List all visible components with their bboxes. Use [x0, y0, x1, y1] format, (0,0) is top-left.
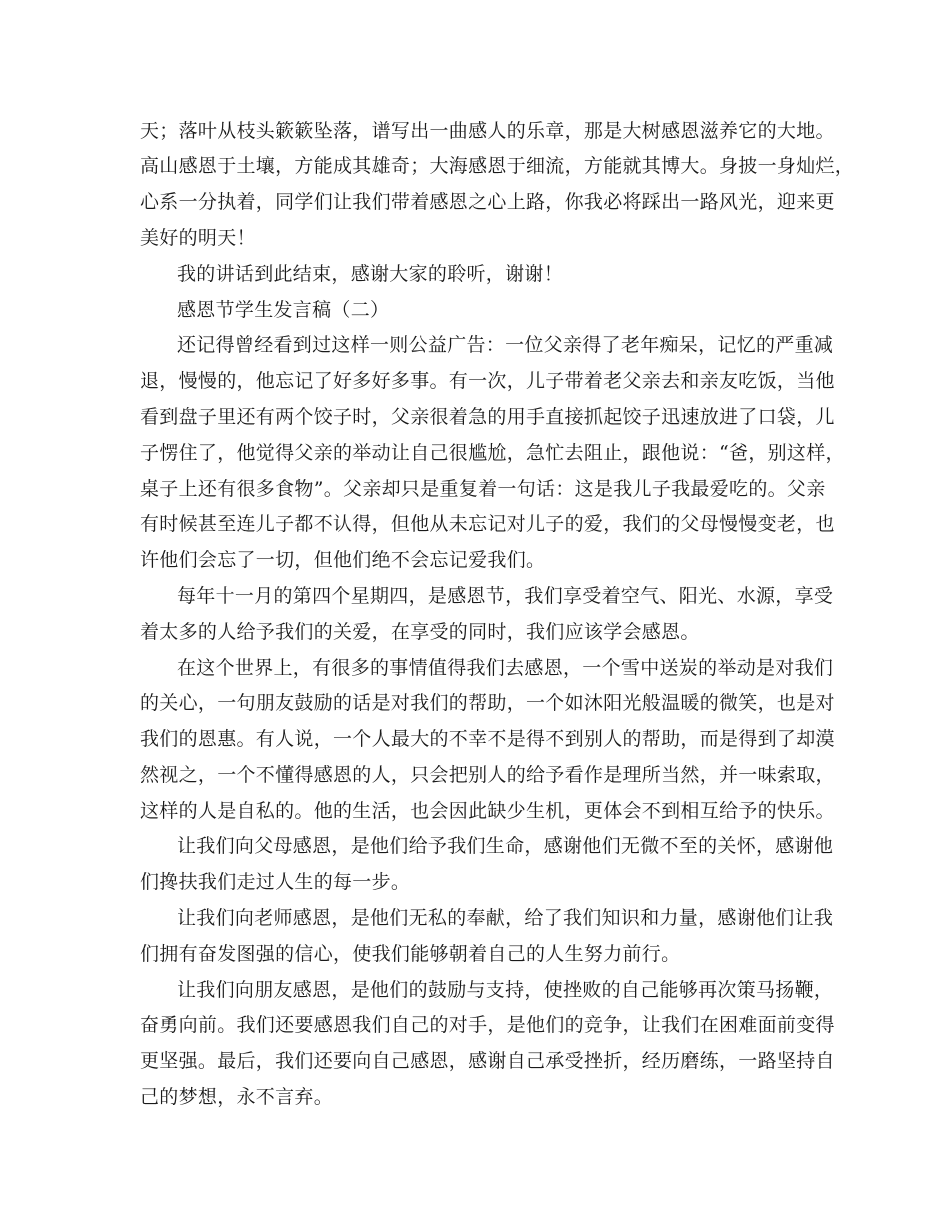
- text-line: 们拥有奋发图强的信心，使我们能够朝着自己的人生努力前行。: [140, 943, 681, 965]
- text-line: 们搀扶我们走过人生的每一步。: [140, 871, 411, 893]
- text-line: 有时候甚至连儿子都不认得，但他从未忘记对儿子的爱，我们的父母慢慢变老，也: [140, 513, 835, 535]
- text-line: 在这个世界上，有很多的事情值得我们去感恩，一个雪中送炭的举动是对我们: [177, 657, 834, 679]
- text-line: 子愣住了，他觉得父亲的举动让自己很尴尬，急忙去阻止，跟他说：“爸，别这样，: [140, 442, 845, 464]
- text-line: 让我们向朋友感恩，是他们的鼓励与支持，使挫败的自己能够再次策马扬鞭，: [177, 979, 834, 1001]
- text-line: 我的讲话到此结束，感谢大家的聆听，谢谢！: [177, 263, 564, 285]
- text-line: 己的梦想，永不言弃。: [140, 1086, 334, 1108]
- text-line: 然视之，一个不懂得感恩的人，只会把别人的给予看作是理所当然，并一味索取，: [140, 764, 835, 786]
- text-line: 奋勇向前。我们还要感恩我们自己的对手，是他们的竞争，让我们在困难面前变得: [140, 1014, 835, 1036]
- text-line: 着太多的人给予我们的关爱，在享受的同时，我们应该学会感恩。: [140, 621, 700, 643]
- text-line: 的关心，一句朋友鼓励的话是对我们的帮助，一个如沐阳光般温暖的微笑，也是对: [140, 692, 835, 714]
- text-line: 这样的人是自私的。他的生活，也会因此缺少生机，更体会不到相互给予的快乐。: [140, 800, 835, 822]
- text-line: 看到盘子里还有两个饺子时，父亲很着急的用手直接抓起饺子迅速放进了口袋，儿: [140, 406, 835, 428]
- text-line: 桌子上还有很多食物”。父亲却只是重复着一句话：这是我儿子我最爱吃的。父亲: [140, 478, 826, 500]
- text-line: 还记得曾经看到过这样一则公益广告：一位父亲得了老年痴呆，记忆的严重减: [177, 334, 834, 356]
- section-heading: 感恩节学生发言稿（二）: [177, 299, 390, 321]
- text-line: 心系一分执着，同学们让我们带着感恩之心上路，你我必将踩出一路风光，迎来更: [140, 191, 835, 213]
- text-line: 天；落叶从枝头簌簌坠落，谱写出一曲感人的乐章，那是大树感恩滋养它的大地。: [140, 120, 835, 142]
- text-line: 许他们会忘了一切，但他们绝不会忘记爱我们。: [140, 549, 546, 571]
- text-line: 更坚强。最后，我们还要向自己感恩，感谢自己承受挫折，经历磨练，一路坚持自: [140, 1050, 835, 1072]
- text-line: 每年十一月的第四个星期四，是感恩节，我们享受着空气、阳光、水源，享受: [177, 585, 834, 607]
- text-line: 让我们向老师感恩，是他们无私的奉献，给了我们知识和力量，感谢他们让我: [177, 907, 834, 929]
- text-line: 让我们向父母感恩，是他们给予我们生命，感谢他们无微不至的关怀，感谢他: [177, 835, 834, 857]
- text-line: 高山感恩于土壤，方能成其雄奇；大海感恩于细流，方能就其博大。身披一身灿烂，: [140, 155, 855, 177]
- text-line: 美好的明天！: [140, 227, 256, 249]
- text-line: 退，慢慢的，他忘记了好多好多事。有一次，儿子带着老父亲去和亲友吃饭，当他: [140, 370, 835, 392]
- text-line: 我们的恩惠。有人说，一个人最大的不幸不是得不到别人的帮助，而是得到了却漠: [140, 728, 835, 750]
